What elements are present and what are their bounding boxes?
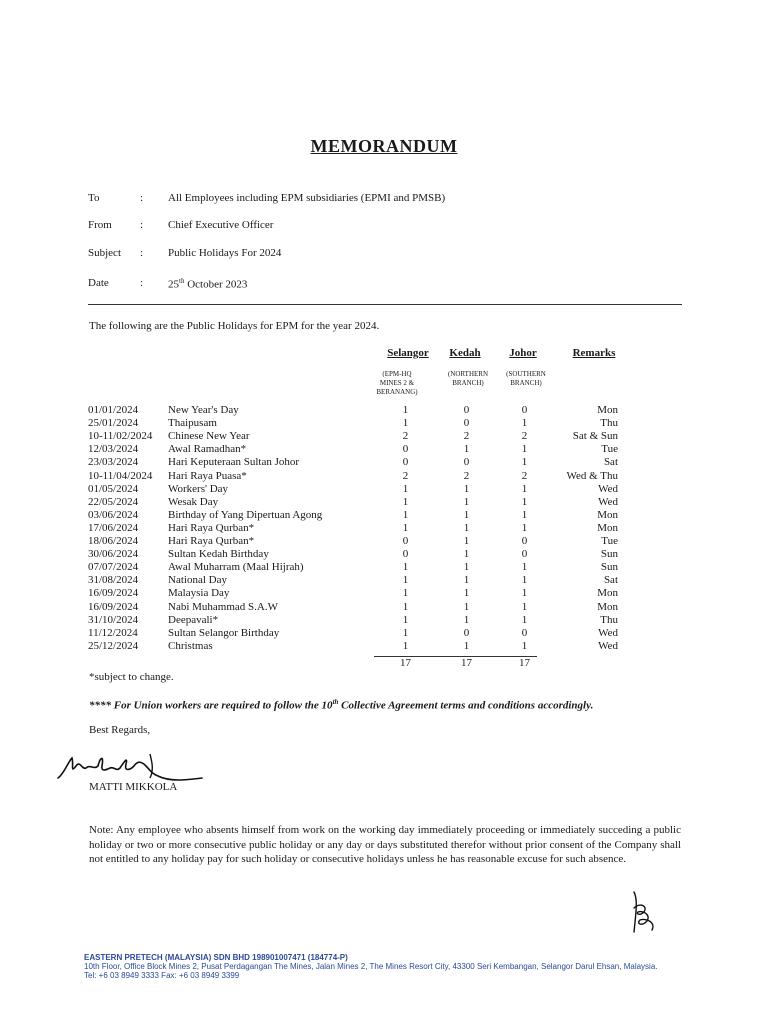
column-header-remarks: Remarks [572,347,616,359]
row-johor: 1 [521,521,528,534]
table-row [88,483,628,496]
row-date: 30/06/2024 [88,548,139,561]
row-date: 18/06/2024 [88,535,139,547]
row-johor: 2 [521,430,528,443]
row-selangor: 0 [402,443,409,456]
row-remarks: Sun [600,548,618,561]
row-remarks: Wed [598,639,618,652]
row-remarks: Mon [597,508,618,521]
row-date: 31/10/2024 [88,613,139,626]
row-date: 10-11/02/2024 [88,430,153,443]
row-selangor: 1 [402,508,409,521]
row-remarks: Thu [600,417,618,430]
row-kedah: 0 [463,626,470,639]
row-remarks: Mon [597,600,618,613]
row-holiday: Nabi Muhammad S.A.W [168,600,278,613]
table-row [88,470,628,483]
row-johor: 1 [521,443,528,456]
letterhead-footer [84,953,658,980]
row-johor: 1 [521,587,528,600]
union-note-sup: th [332,698,339,706]
union-note-text-end: Collective Agreement terms and conditions accordingly. [338,699,594,712]
footer-company-line [84,953,658,962]
row-kedah: 1 [463,639,470,652]
header-label: From [88,219,112,231]
header-colon: : [140,192,144,204]
row-johor: 1 [521,482,528,495]
column-note-selangor: (EPM-HQ MINES 2 & BERANANG) [376,370,418,396]
column-header-johor: Johor [509,347,537,359]
column-header-kedah: Kedah [449,347,481,359]
row-holiday: Wesak Day [168,495,219,508]
row-selangor: 1 [402,587,409,600]
footer-address: 10th Floor, Office Block Mines 2, Pusat Perdagangan The Mines, Jalan Mines 2, The Mines Resort City, 43300 Seri Kembangan, Selangor Darul Ehsan, Malaysia. [84,962,658,971]
row-selangor: 1 [402,404,409,416]
row-holiday: Hari Raya Puasa* [168,469,247,482]
row-holiday: Hari Keputeraan Sultan Johor [168,456,300,469]
row-kedah: 1 [463,482,470,495]
row-kedah: 1 [463,587,470,600]
row-kedah: 1 [463,443,470,456]
row-selangor: 1 [402,574,409,587]
row-selangor: 2 [402,430,409,443]
union-note [89,698,593,712]
row-remarks: Tue [601,535,618,547]
row-johor: 1 [521,639,528,652]
row-johor: 0 [521,404,528,416]
row-date: 10-11/04/2024 [88,469,153,482]
row-kedah: 1 [463,535,470,547]
column-note-johor: (SOUTHERN BRANCH) [506,370,546,387]
row-remarks: Mon [597,587,618,600]
header-label: Subject [88,247,121,259]
row-holiday: Sultan Selangor Birthday [168,626,280,639]
row-selangor: 1 [402,613,409,626]
table-row [88,430,628,443]
row-selangor: 1 [402,495,409,508]
row-selangor: 0 [402,535,409,547]
row-holiday: Hari Raya Qurban* [168,521,255,534]
row-johor: 1 [521,508,528,521]
row-holiday: Christmas [168,639,213,652]
row-date: 12/03/2024 [88,443,139,456]
table-row [88,601,628,614]
date-day: 25 [168,278,179,291]
table-row [88,640,628,653]
row-kedah: 1 [463,600,470,613]
footer-company: EASTERN PRETECH (MALAYSIA) SDN BHD [84,953,250,962]
row-selangor: 1 [402,521,409,534]
table-row [88,535,628,548]
row-selangor: 1 [402,482,409,495]
row-johor: 1 [521,495,528,508]
row-johor: 0 [521,626,528,639]
row-selangor: 1 [402,639,409,652]
row-remarks: Wed [598,626,618,639]
row-remarks: Thu [600,613,618,626]
table-row [88,574,628,587]
row-holiday: Malaysia Day [168,587,230,600]
row-selangor: 1 [402,561,409,574]
table-row [88,404,628,417]
row-holiday: Chinese New Year [168,430,250,443]
row-kedah: 1 [463,508,470,521]
row-kedah: 1 [463,574,470,587]
row-date: 25/12/2024 [88,639,139,652]
row-kedah: 1 [463,613,470,626]
table-row [88,509,628,522]
row-johor: 1 [521,417,528,430]
closing-regards: Best Regards, [89,724,151,736]
row-johor: 2 [521,469,528,482]
row-remarks: Mon [597,521,618,534]
column-note-kedah: (NORTHERN BRANCH) [447,370,489,387]
date-rest: October 2023 [184,278,248,291]
row-johor: 1 [521,456,528,469]
table-row [88,548,628,561]
table-row [88,522,628,535]
header-value [168,277,247,291]
absence-note: Note: Any employee who absents himself from work on the working day immediately proceeding or immediately succeding a public holiday or two or more consecutive public holiday or any day or days substituted therefor without prior consent of the Company shall not entitled to any holiday pay for such holiday or consecutive holidays unless he has reasonable excuse for such absence. [89,824,681,865]
row-date: 01/05/2024 [88,482,139,495]
initials-mark [626,888,666,938]
total-selangor: 17 [400,657,411,669]
row-date: 22/05/2024 [88,495,139,508]
row-remarks: Mon [597,404,618,416]
row-date: 03/06/2024 [88,508,139,521]
header-label: Date [88,277,109,289]
row-kedah: 2 [463,469,470,482]
header-label: To [88,192,100,204]
row-holiday: Thaipusam [168,417,217,430]
row-remarks: Sun [600,561,618,574]
memo-title: MEMORANDUM [310,136,458,156]
row-selangor: 1 [402,417,409,430]
row-johor: 1 [521,613,528,626]
row-holiday: Awal Muharram (Maal Hijrah) [168,561,304,574]
header-value: Public Holidays For 2024 [168,247,282,259]
table-row [88,587,628,600]
intro-text: The following are the Public Holidays for EPM for the year 2024. [89,320,380,332]
date-suffix: th [179,277,185,285]
row-selangor: 0 [402,456,409,469]
union-note-text: **** For Union workers are required to follow the 10 [89,699,333,712]
row-johor: 0 [521,535,528,547]
row-date: 11/12/2024 [88,626,138,639]
subject-to-change-note: *subject to change. [89,671,174,683]
row-holiday: Workers' Day [168,482,229,495]
row-kedah: 1 [463,495,470,508]
header-value: All Employees including EPM subsidiaries (EPMI and PMSB) [168,192,446,204]
row-date: 01/01/2024 [88,404,139,416]
row-kedah: 1 [463,548,470,561]
table-row [88,496,628,509]
row-kedah: 1 [463,521,470,534]
table-row [88,627,628,640]
row-holiday: Sultan Kedah Birthday [168,548,269,561]
row-kedah: 0 [463,417,470,430]
footer-contact: Tel: +6 03 8949 3333 Fax: +6 03 8949 3399 [84,971,240,980]
row-remarks: Wed [598,495,618,508]
row-date: 31/08/2024 [88,574,139,587]
row-remarks: Tue [601,443,618,456]
header-colon: : [140,277,144,289]
total-kedah: 17 [461,657,472,669]
row-johor: 0 [521,548,528,561]
totals-row [88,657,628,670]
row-date: 23/03/2024 [88,456,139,469]
row-kedah: 2 [463,430,470,443]
row-selangor: 0 [402,548,409,561]
table-row [88,614,628,627]
row-holiday: Awal Ramadhan* [168,443,247,456]
row-holiday: Hari Raya Qurban* [168,535,255,547]
row-holiday: New Year's Day [168,404,239,416]
row-date: 16/09/2024 [88,600,139,613]
row-date: 17/06/2024 [88,521,139,534]
row-remarks: Sat [603,456,618,469]
row-remarks: Sat & Sun [572,430,618,443]
header-colon: : [140,219,144,231]
row-remarks: Wed & Thu [566,469,618,482]
table-row [88,417,628,430]
signer-name: MATTI MIKKOLA [89,781,178,793]
row-kedah: 0 [463,456,470,469]
header-divider [88,304,682,305]
row-selangor: 1 [402,600,409,613]
table-row [88,456,628,469]
row-johor: 1 [521,574,528,587]
row-date: 16/09/2024 [88,587,139,600]
row-kedah: 0 [463,404,470,416]
row-holiday: National Day [168,574,227,587]
row-holiday: Deepavali* [168,613,219,626]
header-value: Chief Executive Officer [168,219,274,231]
row-holiday: Birthday of Yang Dipertuan Agong [168,508,323,521]
row-selangor: 1 [402,626,409,639]
footer-registration: 198901007471 (184774-P) [252,953,348,962]
row-johor: 1 [521,561,528,574]
row-date: 25/01/2024 [88,417,139,430]
row-johor: 1 [521,600,528,613]
total-johor: 17 [519,657,530,669]
row-selangor: 2 [402,469,409,482]
row-remarks: Sat [603,574,618,587]
row-date: 07/07/2024 [88,561,139,574]
row-kedah: 1 [463,561,470,574]
header-colon: : [140,247,144,259]
column-header-selangor: Selangor [387,347,429,359]
row-remarks: Wed [598,482,618,495]
table-row [88,561,628,574]
table-row [88,443,628,456]
